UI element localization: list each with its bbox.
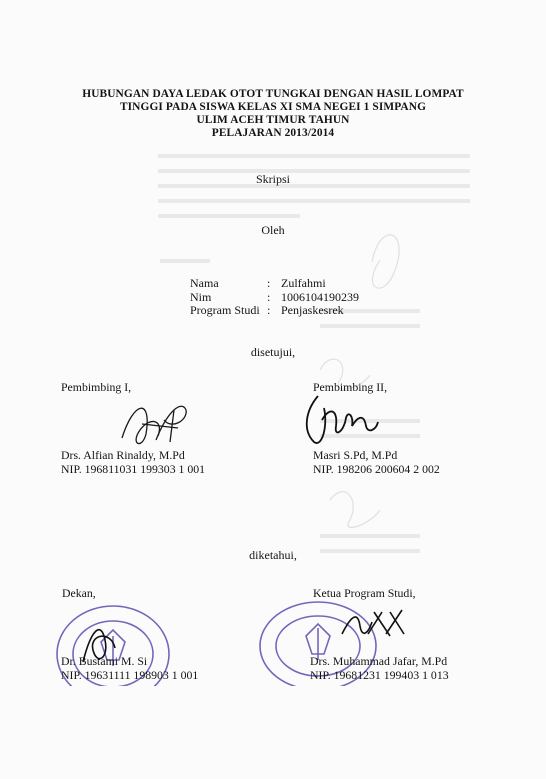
nim-label: Nim [190,289,212,304]
author-nim-row [190,291,359,305]
thesis-title [60,88,486,140]
separator: : [267,289,271,304]
head-role: Ketua Program Studi, [313,586,416,600]
advisor1-nip: NIP. 196811031 199303 1 001 [61,462,206,476]
name-label: Nama [190,276,219,290]
approved-label: disetujui, [250,345,296,359]
advisor2-name: Masri S.Pd, M.Pd [313,448,398,462]
author-prodi-row [190,304,359,318]
advisor1-name: Drs. Alfian Rinaldy, M.Pd [61,448,185,462]
document-type: Skripsi [255,172,290,186]
head-signature [338,604,408,648]
author-info [190,277,359,318]
acknowledged-label: diketahui, [249,548,297,562]
by-label: Oleh [261,223,285,237]
dean-nip: NIP. 19631111 198903 1 001 [61,668,199,682]
prodi-value: Penjaskesrek [281,303,344,317]
advisor2-nip: NIP. 198206 200604 2 002 [313,462,440,476]
advisor2-role: Pembimbing II, [313,380,388,394]
nim-value: 1006104190239 [281,289,359,304]
author-name-row [190,277,359,291]
advisor2-signature [298,386,382,450]
advisor1-signature [112,390,192,456]
head-name: Drs. Muhammad Jafar, M.Pd [310,654,448,668]
title-line-1: HUBUNGAN DAYA LEDAK OTOT TUNGKAI DENGAN HASIL LOMPAT [82,88,464,100]
title-line-3: ULIM ACEH TIMUR TAHUN [196,114,350,126]
dean-role: Dekan, [62,586,96,600]
separator: : [267,276,271,290]
advisor1-role: Pembimbing I, [61,380,132,394]
name-value: Zulfahmi [281,276,326,290]
dean-name: Dr. Bustami M. Si [61,654,148,668]
separator: : [267,303,271,317]
head-nip: NIP. 19681231 199403 1 013 [310,668,449,682]
title-line-2: TINGGI PADA SISWA KELAS XI SMA NEGEI 1 SIMPANG [119,101,427,113]
title-line-4: PELAJARAN 2013/2014 [211,127,335,139]
prodi-label: Program Studi [190,303,260,317]
